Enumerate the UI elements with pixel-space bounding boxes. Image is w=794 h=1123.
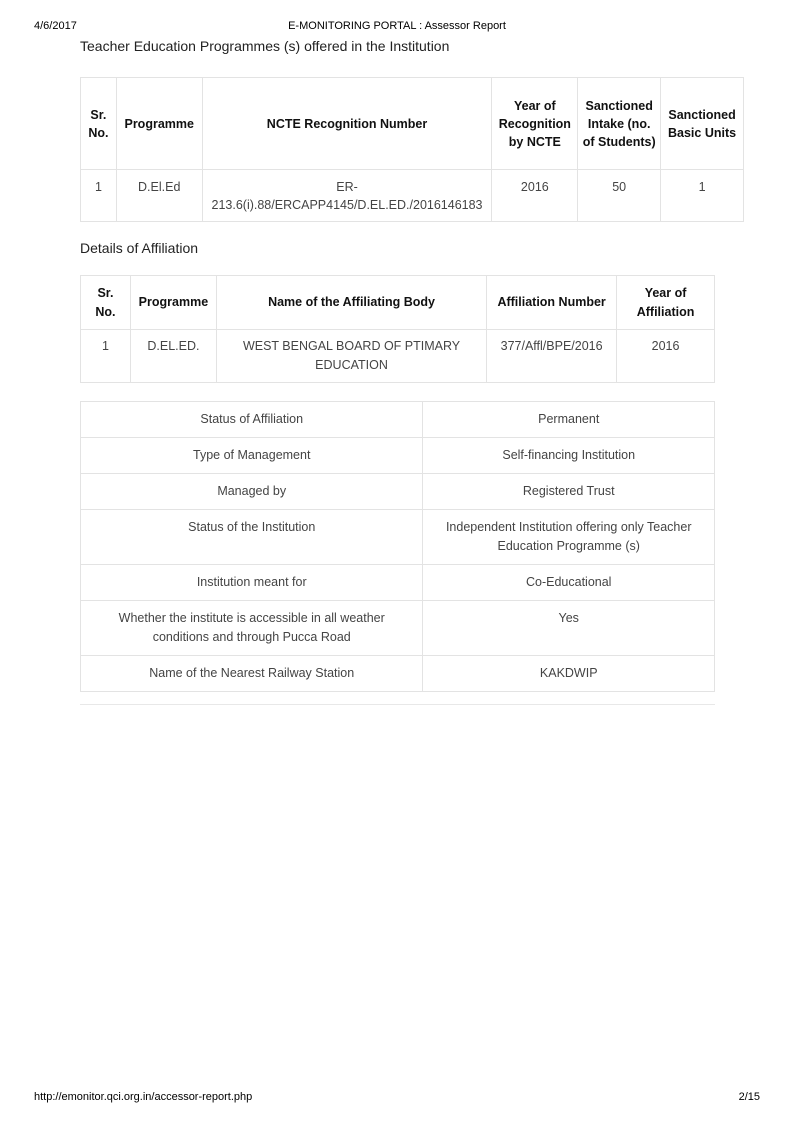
status-label: Status of the Institution (81, 510, 423, 565)
status-label: Name of the Nearest Railway Station (81, 656, 423, 692)
status-label: Managed by (81, 474, 423, 510)
programmes-section-title: Teacher Education Programmes (s) offered in the Institution (80, 38, 450, 54)
table-row (81, 565, 715, 601)
cell-programme: D.El.Ed (116, 170, 202, 222)
cell-affiliating-body: WEST BENGAL BOARD OF PTIMARY EDUCATION (216, 330, 486, 383)
col-programme: Programme (130, 276, 216, 330)
status-value: Independent Institution offering only Teacher Education Programme (s) (423, 510, 715, 565)
status-label: Whether the institute is accessible in all weather conditions and through Pucca Road (81, 601, 423, 656)
col-sanctioned-basic-units: Sanctioned Basic Units (661, 78, 744, 170)
col-ncte-recognition-number: NCTE Recognition Number (202, 78, 492, 170)
page-url: http://emonitor.qci.org.in/accessor-report.php (34, 1091, 253, 1103)
status-value: Registered Trust (423, 474, 715, 510)
table-row (81, 402, 715, 438)
recognition-line-1: ER- (336, 180, 358, 194)
col-year-of-recognition: Year of Recognition by NCTE (492, 78, 578, 170)
status-value: KAKDWIP (423, 656, 715, 692)
table-row (81, 170, 744, 222)
page-number: 2/15 (738, 1091, 760, 1103)
print-date: 4/6/2017 (34, 20, 77, 32)
status-label: Institution meant for (81, 565, 423, 601)
col-year-of-affiliation: Year of Affiliation (617, 276, 715, 330)
status-label: Type of Management (81, 438, 423, 474)
table-row (81, 656, 715, 692)
affiliation-table (80, 275, 715, 383)
col-programme: Programme (116, 78, 202, 170)
institution-status-table (80, 401, 715, 692)
col-affiliating-body: Name of the Affiliating Body (216, 276, 486, 330)
col-sanctioned-intake: Sanctioned Intake (no. of Students) (578, 78, 661, 170)
status-value: Self-financing Institution (423, 438, 715, 474)
table-row (81, 330, 715, 383)
cell-units: 1 (661, 170, 744, 222)
page-title: E-MONITORING PORTAL : Assessor Report (288, 20, 506, 32)
table-row (81, 438, 715, 474)
status-label: Status of Affiliation (81, 402, 423, 438)
affiliation-section-title: Details of Affiliation (80, 240, 199, 256)
cell-intake: 50 (578, 170, 661, 222)
col-sr-no: Sr. No. (81, 78, 117, 170)
col-sr-no: Sr. No. (81, 276, 131, 330)
cell-year: 2016 (617, 330, 715, 383)
table-row (81, 474, 715, 510)
status-value: Permanent (423, 402, 715, 438)
cell-affiliation-number: 377/Affl/BPE/2016 (487, 330, 617, 383)
status-value: Yes (423, 601, 715, 656)
cell-programme: D.EL.ED. (130, 330, 216, 383)
section-divider (80, 704, 715, 705)
col-affiliation-number: Affiliation Number (487, 276, 617, 330)
cell-sr: 1 (81, 330, 131, 383)
table-row (81, 510, 715, 565)
table-row (81, 601, 715, 656)
recognition-line-2: 213.6(i).88/ERCAPP4145/D.EL.ED./2016146183 (211, 198, 483, 212)
affiliation-header-row (81, 276, 715, 330)
programmes-table (80, 77, 744, 222)
cell-recognition-number (202, 170, 492, 222)
cell-sr: 1 (81, 170, 117, 222)
cell-year: 2016 (492, 170, 578, 222)
status-value: Co-Educational (423, 565, 715, 601)
programmes-header-row (81, 78, 744, 170)
